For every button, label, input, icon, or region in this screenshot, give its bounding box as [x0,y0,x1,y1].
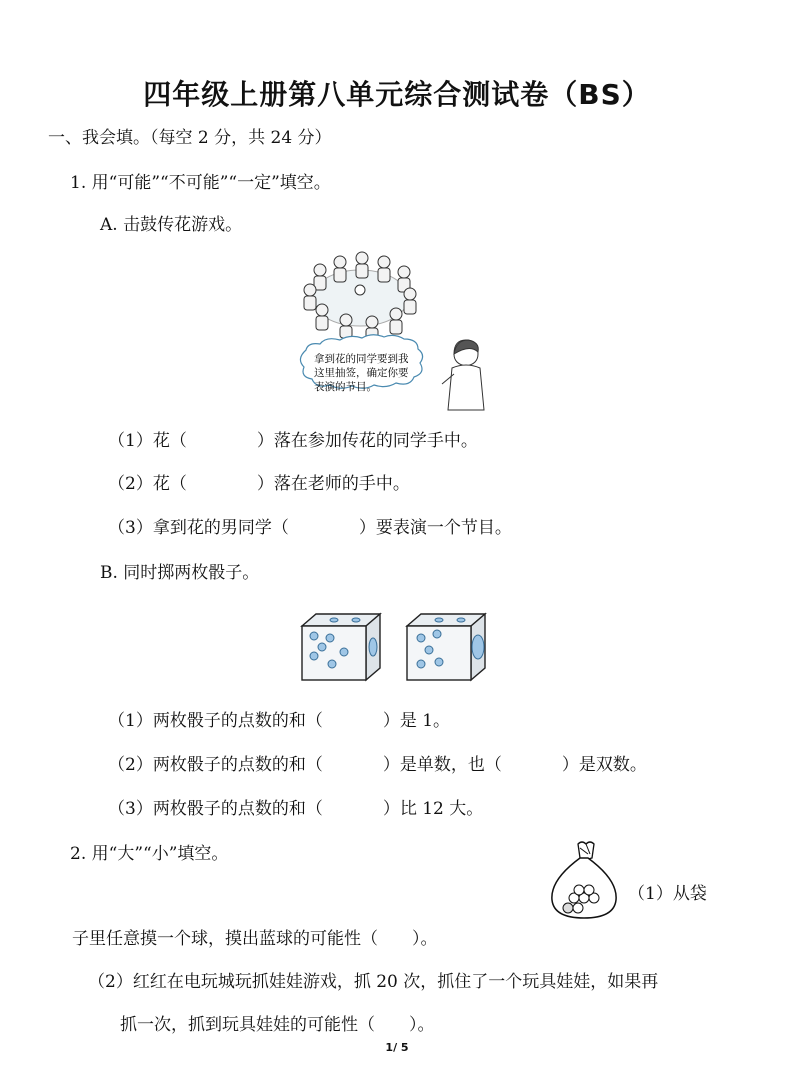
section-1-heading: 一、我会填。（每空 2 分，共 24 分） [48,128,332,148]
part-b-item-1-post: ）是 1。 [382,711,451,731]
part-a-item-2 [108,473,410,495]
part-b-item-2 [108,754,647,776]
page-title: 四年级上册第八单元综合测试卷（BS） [143,78,651,111]
part-b-item-2-pre: （2）两枚骰子的点数的和（ [108,755,323,775]
part-b-item-2-post: ）是双数。 [561,755,647,775]
q2-item-2-part-b: 抓一次，抓到玩具娃娃的可能性（ ）。 [120,1015,435,1035]
bubble-line-2: 这里抽签，确定你要 [314,367,409,379]
part-a-item-1-pre: （1）花（ [108,431,187,451]
part-a-item-3-post: ）要表演一个节目。 [358,518,512,538]
part-a-item-1 [108,430,478,452]
page-number: 1/ 5 [385,1041,409,1054]
part-a-item-3-pre: （3）拿到花的男同学（ [108,518,289,538]
question-2-stem: 2. 用“大”“小”填空。 [70,844,229,864]
part-a-item-3 [108,517,512,539]
part-b-item-2-mid: ）是单数，也（ [382,755,502,775]
bubble-line-3: 表演的节目。 [314,381,377,393]
die-left-icon [300,612,382,682]
part-b-item-1-pre: （1）两枚骰子的点数的和（ [108,711,323,731]
part-b-item-3 [108,798,483,820]
speech-bubble [300,335,422,393]
part-a-item-2-post: ）落在老师的手中。 [256,474,410,494]
part-b-item-1 [108,710,450,732]
part-b-label: B. 同时掷两枚骰子。 [100,563,260,583]
part-a-item-1-post: ）落在参加传花的同学手中。 [256,431,478,451]
children-circle-drawing [304,252,416,340]
part-b-item-3-pre: （3）两枚骰子的点数的和（ [108,799,323,819]
bubble-line-1: 拿到花的同学要到我 [314,353,409,365]
flower-game-illustration [298,250,488,410]
ball-bag-icon [548,840,620,920]
part-a-item-2-pre: （2）花（ [108,474,187,494]
question-1-stem: 1. 用“可能”“不可能”“一定”填空。 [70,173,331,193]
die-right-icon [405,612,487,682]
q2-item-1-part-a: （1）从袋 [628,884,707,904]
part-a-label: A. 击鼓传花游戏。 [100,215,243,235]
part-b-item-3-post: ）比 12 大。 [382,799,484,819]
teacher-drawing [442,340,484,410]
q2-item-1-part-b: 子里任意摸一个球，摸出蓝球的可能性（ ）。 [72,929,438,949]
q2-item-2-part-a: （2）红红在电玩城玩抓娃娃游戏，抓 20 次，抓住了一个玩具娃娃，如果再 [88,972,659,992]
